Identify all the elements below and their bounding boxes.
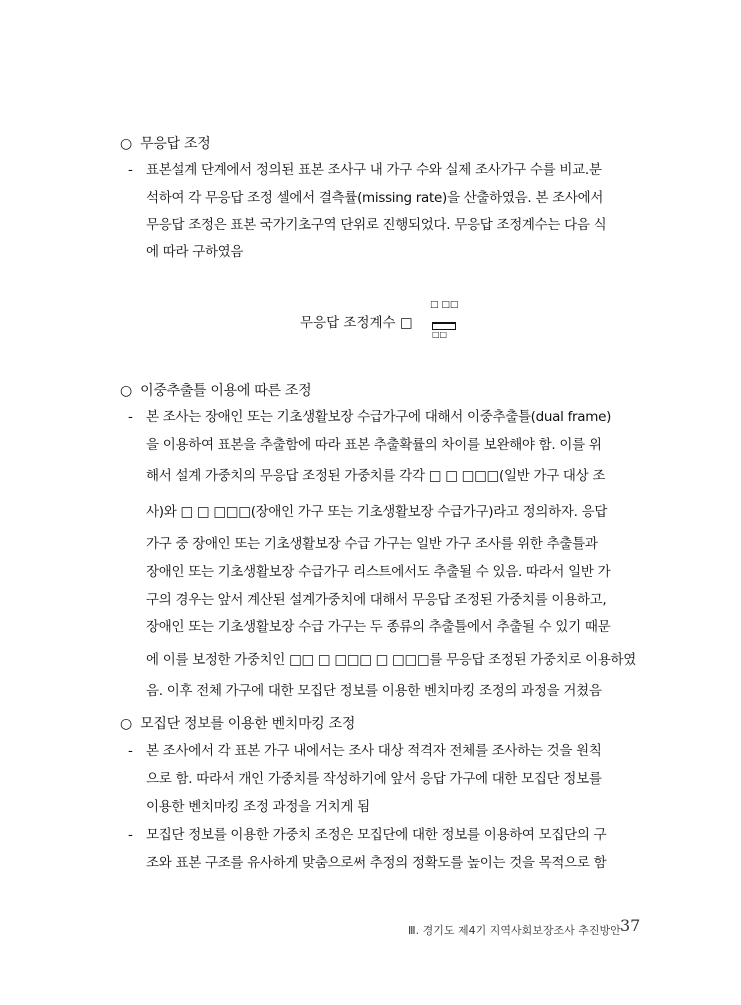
circle-bullet-icon: ○ bbox=[120, 383, 132, 399]
paragraph-line: 가구 중 장애인 또는 기초생활보장 수급 가구는 일반 가구 조사를 위한 추출틀과 bbox=[146, 536, 598, 552]
paragraph-line: 이용한 벤치마킹 조정 과정을 거치게 됨 bbox=[146, 799, 370, 815]
paragraph-line: 음. 이후 전체 가구에 대한 모집단 정보를 이용한 벤치마킹 조정의 과정을 거쳤음 bbox=[146, 683, 602, 699]
formula bbox=[300, 313, 413, 333]
formula-denominator: □□ bbox=[432, 330, 448, 339]
paragraph-line: 장애인 또는 기초생활보장 수급 가구는 두 종류의 추출틀에서 추출될 수 있기 때문 bbox=[146, 619, 611, 635]
paragraph-line: 표본설계 단계에서 정의된 표본 조사구 내 가구 수와 실제 조사가구 수를 비교.분 bbox=[146, 162, 602, 178]
formula-label: 무응답 조정계수 bbox=[300, 315, 396, 331]
paragraph-line: 조와 표본 구조를 유사하게 맞춤으로써 추정의 정확도를 높이는 것을 목적으로 함 bbox=[146, 855, 607, 871]
section-heading-dual-frame bbox=[120, 381, 311, 401]
paragraph-line: 에 이를 보정한 가중치인 □□ □ □□□ □ □□□를 무응답 조정된 가중치로 이용하였 bbox=[146, 652, 637, 668]
paragraph-line: 모집단 정보를 이용한 가중치 조정은 모집단에 대한 정보를 이용하여 모집단의 구 bbox=[146, 827, 607, 843]
page-number: 37 bbox=[620, 916, 641, 935]
dash-bullet-icon: - bbox=[128, 162, 133, 178]
paragraph-line: 을 이용하여 표본을 추출함에 따라 표본 추출확률의 차이를 보완해야 함. 이를 위 bbox=[146, 437, 602, 453]
circle-bullet-icon: ○ bbox=[120, 716, 132, 732]
paragraph-line: 장애인 또는 기초생활보장 수급가구 리스트에서도 추출될 수 있음. 따라서 일반 가 bbox=[146, 564, 611, 580]
fraction-bar-icon bbox=[432, 322, 456, 330]
section-title: 이중추출틀 이용에 따른 조정 bbox=[140, 383, 312, 399]
paragraph-line: 에 따라 구하였음 bbox=[146, 244, 244, 260]
section-heading-nonresponse bbox=[120, 134, 210, 154]
paragraph-line: 구의 경우는 앞서 계산된 설계가중치에 대해서 무응답 조정된 가중치를 이용하고, bbox=[146, 592, 607, 608]
section-title: 모집단 정보를 이용한 벤치마킹 조정 bbox=[140, 716, 356, 732]
paragraph-line: 무응답 조정은 표본 국가기초구역 단위로 진행되었다. 무응답 조정계수는 다음 식 bbox=[146, 217, 607, 233]
paragraph-line: 사)와 □ □ □□□(장애인 가구 또는 기초생활보장 수급가구)라고 정의하자. 응답 bbox=[146, 504, 608, 520]
circle-bullet-icon: ○ bbox=[120, 136, 132, 152]
paragraph-line: 본 조사는 장애인 또는 기초생활보장 수급가구에 대해서 이중추출틀(dual frame) bbox=[146, 409, 612, 425]
running-footer: Ⅲ. 경기도 제4기 지역사회보장조사 추진방안 bbox=[408, 924, 621, 937]
paragraph-line: 해서 설계 가중치의 무응답 조정된 가중치를 각각 □ □ □□□(일반 가구 대상 조 bbox=[146, 468, 606, 484]
dash-bullet-icon: - bbox=[128, 743, 133, 759]
dash-bullet-icon: - bbox=[128, 409, 133, 425]
formula-eq: □ bbox=[399, 315, 413, 331]
section-heading-benchmarking bbox=[120, 714, 355, 734]
dash-bullet-icon: - bbox=[128, 827, 133, 843]
formula-fraction bbox=[430, 300, 460, 340]
paragraph-line: 으로 함. 따라서 개인 가중치를 작성하기에 앞서 응답 가구에 대한 모집단 정보를 bbox=[146, 771, 602, 787]
paragraph-line: 본 조사에서 각 표본 가구 내에서는 조사 대상 적격자 전체를 조사하는 것을 원칙 bbox=[146, 743, 602, 759]
paragraph-line: 석하여 각 무응답 조정 셀에서 결측률(missing rate)을 산출하였음. 본 조사에서 bbox=[146, 190, 604, 206]
section-title: 무응답 조정 bbox=[140, 136, 211, 152]
formula-numerator: □ □□ bbox=[430, 300, 459, 310]
